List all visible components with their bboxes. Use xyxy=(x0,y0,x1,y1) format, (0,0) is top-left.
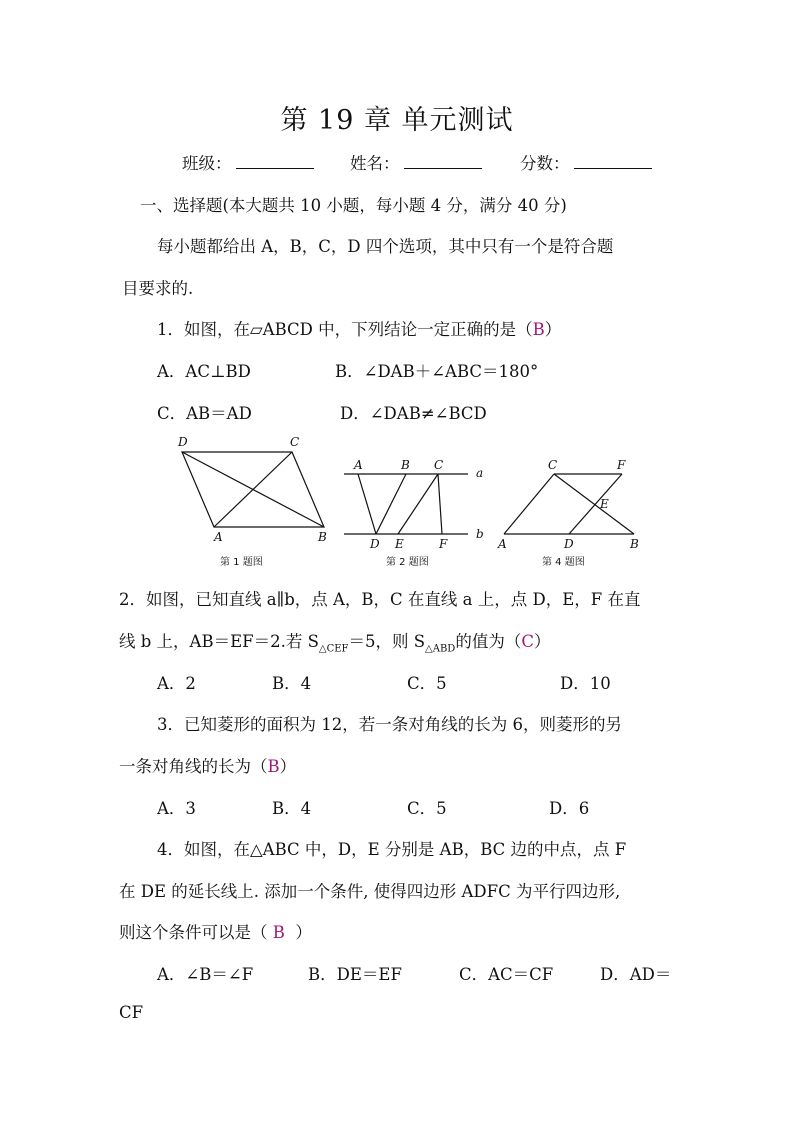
class-label: 班级： xyxy=(182,154,232,173)
q2-answer: C xyxy=(521,632,534,651)
fig2-label-line-a: a xyxy=(476,466,484,480)
q3-line2 xyxy=(119,753,296,777)
q3-option-b: B．4 xyxy=(272,799,312,818)
fig2-label-b-pt: B xyxy=(401,458,410,472)
q2-line1: 2．如图，已知直线 a∥b，点 A，B，C 在直线 a 上，点 D，E，F 在直 xyxy=(119,590,641,609)
class-blank xyxy=(236,152,314,169)
fig2-seg-bd xyxy=(376,474,406,534)
fig4-label-a: A xyxy=(498,537,507,551)
q4-line3-text: 则这个条件可以是（ xyxy=(119,923,268,942)
q4-option-b: B．DE＝EF xyxy=(308,965,402,984)
score-field xyxy=(520,150,652,174)
q3-line1: 3．已知菱形的面积为 12，若一条对角线的长为 6，则菱形的另 xyxy=(157,715,622,734)
fig1-label-a: A xyxy=(214,530,223,544)
q1-option-c: C．AB＝AD xyxy=(157,404,252,423)
class-field xyxy=(182,150,314,174)
q4-option-c: C．AC＝CF xyxy=(459,965,554,984)
q2-line2-pre: 线 b 上，AB＝EF＝2.若 S xyxy=(119,632,319,651)
q1-option-d: D．∠DAB≠∠BCD xyxy=(340,404,487,423)
q2-sub-abd: △ABD xyxy=(425,643,456,655)
q3-answer: B xyxy=(267,757,280,776)
fig1-diagonal-ca xyxy=(214,452,292,527)
q2-line2-post: 的值为（ xyxy=(455,632,522,651)
q2-option-d: D．10 xyxy=(560,674,611,693)
q3-option-a: A．3 xyxy=(157,799,196,818)
name-label: 姓名： xyxy=(350,154,400,173)
fig2-label-line-b: b xyxy=(476,527,484,541)
q2-sub-cef: △CEF xyxy=(318,643,349,655)
q2-option-c: C．5 xyxy=(407,674,447,693)
fig4-label-c: C xyxy=(548,458,558,472)
q1-stem xyxy=(157,316,561,340)
fig1-label-d: D xyxy=(178,435,188,449)
fig2-seg-ce xyxy=(398,474,438,534)
q4-option-d: D．AD＝ xyxy=(600,965,672,984)
q1-option-a: A．AC⊥BD xyxy=(157,362,251,381)
fig4-seg-ac xyxy=(504,474,554,534)
fig4-seg-df xyxy=(569,474,622,534)
q1-close: ） xyxy=(544,320,562,339)
q4-option-d-cont: CF xyxy=(119,1003,144,1022)
q2-line2 xyxy=(119,628,550,654)
q3-option-c: C．5 xyxy=(407,799,447,818)
section-intro-line2: 目要求的. xyxy=(122,279,194,298)
q2-option-b: B．4 xyxy=(272,674,312,693)
fig4-label-d: D xyxy=(564,537,574,551)
figure-4-triangle xyxy=(496,456,646,572)
fig2-label-a-pt: A xyxy=(354,458,363,472)
name-field xyxy=(350,150,482,174)
q2-close: ） xyxy=(533,632,551,651)
q1-stem-text: 1．如图，在▱ABCD 中，下列结论一定正确的是（ xyxy=(157,320,533,339)
q3-line2-text: 一条对角线的长为（ xyxy=(119,757,268,776)
fig1-label-b: B xyxy=(318,530,327,544)
q1-option-b: B．∠DAB＋∠ABC＝180° xyxy=(335,362,539,381)
q4-close: ） xyxy=(295,923,312,942)
fig2-caption: 第 2 题图 xyxy=(386,557,429,568)
q2-line2-mid: ＝5，则 S xyxy=(348,632,426,651)
score-blank xyxy=(574,152,652,169)
q2-option-a: A．2 xyxy=(157,674,196,693)
fig2-label-d-pt: D xyxy=(370,537,380,551)
section-heading: 一、选择题(本大题共 10 小题，每小题 4 分，满分 40 分) xyxy=(140,196,567,215)
fig2-seg-cf xyxy=(438,474,442,534)
fig2-seg-ad xyxy=(358,474,376,534)
fig4-label-e: E xyxy=(600,497,609,511)
section-intro-line1: 每小题都给出 A，B，C，D 四个选项，其中只有一个是符合题 xyxy=(157,237,614,256)
fig1-label-c: C xyxy=(290,435,300,449)
q4-answer: B xyxy=(272,923,285,942)
fig4-caption: 第 4 题图 xyxy=(542,557,585,568)
q4-line3 xyxy=(119,919,312,943)
fig1-caption: 第 1 题图 xyxy=(220,557,263,568)
fig4-seg-cb xyxy=(554,474,634,534)
fig2-label-f-pt: F xyxy=(439,537,448,551)
page-title: 第 19 章 单元测试 xyxy=(280,105,514,136)
figure-1-parallelogram xyxy=(172,432,332,572)
q3-close: ） xyxy=(279,757,297,776)
figure-2-parallel-lines xyxy=(340,456,500,572)
q4-line1: 4．如图，在△ABC 中，D，E 分别是 AB，BC 边的中点，点 F xyxy=(157,840,627,859)
fig4-label-b: B xyxy=(630,537,639,551)
q3-option-d: D．6 xyxy=(549,799,590,818)
q4-option-a: A．∠B＝∠F xyxy=(157,965,254,984)
fig4-label-f: F xyxy=(617,458,626,472)
q4-line2: 在 DE 的延长线上. 添加一个条件, 使得四边形 ADFC 为平行四边形, xyxy=(119,882,621,901)
q1-answer: B xyxy=(532,320,545,339)
name-blank xyxy=(404,152,482,169)
score-label: 分数： xyxy=(520,154,570,173)
fig2-label-c-pt: C xyxy=(434,458,444,472)
fig2-label-e-pt: E xyxy=(395,537,404,551)
